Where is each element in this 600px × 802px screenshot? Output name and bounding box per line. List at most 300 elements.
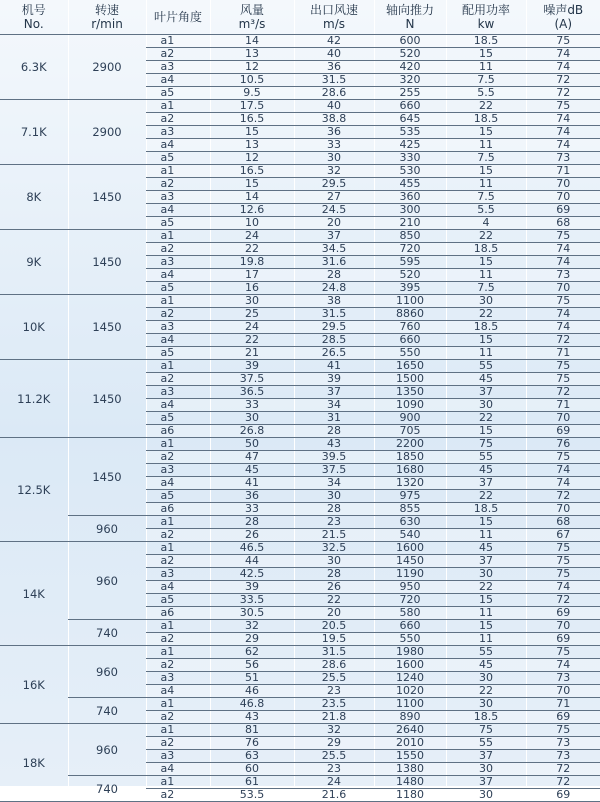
angle-cell: a4 [146, 581, 210, 594]
airflow-cell: 28 [210, 516, 294, 529]
thrust-cell: 720 [374, 594, 446, 607]
noise-cell: 70 [526, 191, 600, 204]
noise-cell: 72 [526, 594, 600, 607]
thrust-cell: 1020 [374, 685, 446, 698]
power-cell: 22 [446, 685, 526, 698]
noise-cell: 74 [526, 48, 600, 61]
outlet-speed-cell: 24.5 [294, 204, 374, 217]
thrust-cell: 1100 [374, 295, 446, 308]
table-header [0, 0, 600, 35]
airflow-cell: 46.8 [210, 698, 294, 711]
airflow-cell: 43 [210, 711, 294, 724]
header-noise: 噪声dB (A) [526, 0, 600, 35]
outlet-speed-cell: 19.5 [294, 633, 374, 646]
table-row [0, 100, 600, 113]
angle-cell: a4 [146, 334, 210, 347]
model-cell: 18K [0, 724, 68, 802]
model-cell: 8K [0, 165, 68, 230]
thrust-cell: 600 [374, 35, 446, 48]
angle-cell: a5 [146, 217, 210, 230]
noise-cell: 70 [526, 178, 600, 191]
header-row [0, 0, 600, 35]
airflow-cell: 81 [210, 724, 294, 737]
noise-cell: 67 [526, 529, 600, 542]
angle-cell: a6 [146, 607, 210, 620]
airflow-cell: 41 [210, 477, 294, 490]
airflow-cell: 32 [210, 620, 294, 633]
noise-cell: 74 [526, 321, 600, 334]
thrust-cell: 1650 [374, 360, 446, 373]
speed-cell: 740 [68, 620, 146, 646]
outlet-speed-cell: 34 [294, 399, 374, 412]
airflow-cell: 26.8 [210, 425, 294, 438]
angle-cell: a3 [146, 191, 210, 204]
power-cell: 30 [446, 672, 526, 685]
power-cell: 18.5 [446, 321, 526, 334]
power-cell: 75 [446, 724, 526, 737]
table-row [0, 35, 600, 48]
airflow-cell: 46.5 [210, 542, 294, 555]
airflow-cell: 21 [210, 347, 294, 360]
header-speed: 转速 r/min [68, 0, 146, 35]
power-cell: 30 [446, 568, 526, 581]
table-row [0, 165, 600, 178]
noise-cell: 75 [526, 646, 600, 659]
speed-cell: 960 [68, 724, 146, 776]
airflow-cell: 39 [210, 360, 294, 373]
thrust-cell: 1680 [374, 464, 446, 477]
angle-cell: a1 [146, 438, 210, 451]
thrust-cell: 520 [374, 269, 446, 282]
airflow-cell: 47 [210, 451, 294, 464]
power-cell: 37 [446, 555, 526, 568]
thrust-cell: 210 [374, 217, 446, 230]
outlet-speed-cell: 23.5 [294, 698, 374, 711]
airflow-cell: 30 [210, 295, 294, 308]
angle-cell: a2 [146, 451, 210, 464]
angle-cell: a2 [146, 373, 210, 386]
outlet-speed-cell: 31.5 [294, 308, 374, 321]
power-cell: 5.5 [446, 204, 526, 217]
airflow-cell: 10.5 [210, 74, 294, 87]
outlet-speed-cell: 31 [294, 412, 374, 425]
outlet-speed-cell: 23 [294, 763, 374, 776]
outlet-speed-cell: 36 [294, 61, 374, 74]
table-row [0, 776, 600, 789]
header-model: 机号 No. [0, 0, 68, 35]
thrust-cell: 1180 [374, 789, 446, 802]
power-cell: 75 [446, 438, 526, 451]
table-row [0, 438, 600, 451]
angle-cell: a1 [146, 646, 210, 659]
noise-cell: 69 [526, 711, 600, 724]
outlet-speed-cell: 26 [294, 581, 374, 594]
power-cell: 11 [446, 633, 526, 646]
power-cell: 22 [446, 412, 526, 425]
noise-cell: 75 [526, 542, 600, 555]
outlet-speed-cell: 38 [294, 295, 374, 308]
outlet-speed-cell: 40 [294, 100, 374, 113]
thrust-cell: 2640 [374, 724, 446, 737]
thrust-cell: 550 [374, 633, 446, 646]
airflow-cell: 13 [210, 48, 294, 61]
speed-cell: 2900 [68, 35, 146, 100]
speed-cell: 2900 [68, 100, 146, 165]
thrust-cell: 660 [374, 620, 446, 633]
noise-cell: 74 [526, 126, 600, 139]
power-cell: 15 [446, 516, 526, 529]
airflow-cell: 30.5 [210, 607, 294, 620]
outlet-speed-cell: 29.5 [294, 178, 374, 191]
outlet-speed-cell: 25.5 [294, 672, 374, 685]
airflow-cell: 44 [210, 555, 294, 568]
noise-cell: 73 [526, 152, 600, 165]
thrust-cell: 1480 [374, 776, 446, 789]
power-cell: 37 [446, 750, 526, 763]
power-cell: 37 [446, 776, 526, 789]
thrust-cell: 1550 [374, 750, 446, 763]
power-cell: 7.5 [446, 152, 526, 165]
angle-cell: a1 [146, 620, 210, 633]
airflow-cell: 60 [210, 763, 294, 776]
outlet-speed-cell: 28.6 [294, 87, 374, 100]
airflow-cell: 45 [210, 464, 294, 477]
outlet-speed-cell: 37 [294, 230, 374, 243]
thrust-cell: 900 [374, 412, 446, 425]
speed-cell: 740 [68, 776, 146, 802]
power-cell: 15 [446, 126, 526, 139]
noise-cell: 74 [526, 308, 600, 321]
header-outlet-speed: 出口风速 m/s [294, 0, 374, 35]
noise-cell: 73 [526, 750, 600, 763]
noise-cell: 75 [526, 568, 600, 581]
noise-cell: 72 [526, 87, 600, 100]
airflow-cell: 39 [210, 581, 294, 594]
power-cell: 45 [446, 373, 526, 386]
airflow-cell: 63 [210, 750, 294, 763]
thrust-cell: 1600 [374, 542, 446, 555]
power-cell: 30 [446, 763, 526, 776]
thrust-cell: 425 [374, 139, 446, 152]
power-cell: 45 [446, 659, 526, 672]
noise-cell: 70 [526, 503, 600, 516]
power-cell: 15 [446, 48, 526, 61]
outlet-speed-cell: 41 [294, 360, 374, 373]
noise-cell: 70 [526, 620, 600, 633]
speed-cell: 1450 [68, 295, 146, 360]
outlet-speed-cell: 34 [294, 477, 374, 490]
table-row [0, 516, 600, 529]
table-row [0, 230, 600, 243]
angle-cell: a2 [146, 789, 210, 802]
power-cell: 11 [446, 178, 526, 191]
noise-cell: 69 [526, 425, 600, 438]
thrust-cell: 705 [374, 425, 446, 438]
power-cell: 15 [446, 334, 526, 347]
outlet-speed-cell: 20 [294, 217, 374, 230]
airflow-cell: 19.8 [210, 256, 294, 269]
angle-cell: a2 [146, 48, 210, 61]
airflow-cell: 42.5 [210, 568, 294, 581]
outlet-speed-cell: 24 [294, 776, 374, 789]
thrust-cell: 300 [374, 204, 446, 217]
angle-cell: a1 [146, 542, 210, 555]
outlet-speed-cell: 39 [294, 373, 374, 386]
noise-cell: 71 [526, 698, 600, 711]
noise-cell: 72 [526, 386, 600, 399]
angle-cell: a2 [146, 178, 210, 191]
outlet-speed-cell: 39.5 [294, 451, 374, 464]
airflow-cell: 30 [210, 412, 294, 425]
angle-cell: a3 [146, 568, 210, 581]
power-cell: 18.5 [446, 35, 526, 48]
table-row [0, 295, 600, 308]
power-cell: 18.5 [446, 711, 526, 724]
airflow-cell: 37.5 [210, 373, 294, 386]
noise-cell: 71 [526, 165, 600, 178]
noise-cell: 74 [526, 139, 600, 152]
airflow-cell: 15 [210, 178, 294, 191]
airflow-cell: 29 [210, 633, 294, 646]
thrust-cell: 1850 [374, 451, 446, 464]
thrust-cell: 1090 [374, 399, 446, 412]
noise-cell: 75 [526, 360, 600, 373]
angle-cell: a5 [146, 152, 210, 165]
thrust-cell: 1500 [374, 373, 446, 386]
table-body [0, 35, 600, 802]
thrust-cell: 8860 [374, 308, 446, 321]
airflow-cell: 36.5 [210, 386, 294, 399]
airflow-cell: 22 [210, 334, 294, 347]
angle-cell: a6 [146, 503, 210, 516]
angle-cell: a5 [146, 412, 210, 425]
outlet-speed-cell: 40 [294, 48, 374, 61]
power-cell: 30 [446, 399, 526, 412]
thrust-cell: 855 [374, 503, 446, 516]
thrust-cell: 760 [374, 321, 446, 334]
power-cell: 15 [446, 620, 526, 633]
angle-cell: a1 [146, 516, 210, 529]
model-cell: 12.5K [0, 438, 68, 542]
thrust-cell: 395 [374, 282, 446, 295]
model-cell: 11.2K [0, 360, 68, 438]
thrust-cell: 550 [374, 347, 446, 360]
angle-cell: a3 [146, 464, 210, 477]
speed-cell: 960 [68, 646, 146, 698]
airflow-cell: 24 [210, 321, 294, 334]
airflow-cell: 12 [210, 152, 294, 165]
power-cell: 55 [446, 451, 526, 464]
outlet-speed-cell: 38.8 [294, 113, 374, 126]
power-cell: 11 [446, 269, 526, 282]
noise-cell: 69 [526, 633, 600, 646]
model-cell: 6.3K [0, 35, 68, 100]
thrust-cell: 540 [374, 529, 446, 542]
noise-cell: 69 [526, 607, 600, 620]
thrust-cell: 2200 [374, 438, 446, 451]
thrust-cell: 360 [374, 191, 446, 204]
noise-cell: 71 [526, 347, 600, 360]
angle-cell: a5 [146, 282, 210, 295]
noise-cell: 70 [526, 282, 600, 295]
thrust-cell: 595 [374, 256, 446, 269]
outlet-speed-cell: 43 [294, 438, 374, 451]
model-cell: 16K [0, 646, 68, 724]
thrust-cell: 320 [374, 74, 446, 87]
angle-cell: a2 [146, 113, 210, 126]
speed-cell: 1450 [68, 360, 146, 438]
table-row [0, 724, 600, 737]
noise-cell: 69 [526, 204, 600, 217]
airflow-cell: 22 [210, 243, 294, 256]
outlet-speed-cell: 27 [294, 191, 374, 204]
power-cell: 4 [446, 217, 526, 230]
power-cell: 18.5 [446, 243, 526, 256]
airflow-cell: 36 [210, 490, 294, 503]
noise-cell: 72 [526, 490, 600, 503]
power-cell: 15 [446, 165, 526, 178]
angle-cell: a5 [146, 594, 210, 607]
angle-cell: a4 [146, 399, 210, 412]
thrust-cell: 255 [374, 87, 446, 100]
thrust-cell: 520 [374, 48, 446, 61]
thrust-cell: 580 [374, 607, 446, 620]
noise-cell: 75 [526, 230, 600, 243]
power-cell: 15 [446, 594, 526, 607]
model-cell: 14K [0, 542, 68, 646]
thrust-cell: 1240 [374, 672, 446, 685]
airflow-cell: 16.5 [210, 113, 294, 126]
thrust-cell: 530 [374, 165, 446, 178]
outlet-speed-cell: 25.5 [294, 750, 374, 763]
airflow-cell: 33 [210, 503, 294, 516]
airflow-cell: 25 [210, 308, 294, 321]
airflow-cell: 17 [210, 269, 294, 282]
thrust-cell: 1980 [374, 646, 446, 659]
angle-cell: a1 [146, 230, 210, 243]
outlet-speed-cell: 32.5 [294, 542, 374, 555]
speed-cell: 960 [68, 542, 146, 620]
angle-cell: a1 [146, 100, 210, 113]
angle-cell: a1 [146, 698, 210, 711]
angle-cell: a4 [146, 139, 210, 152]
power-cell: 30 [446, 698, 526, 711]
outlet-speed-cell: 20 [294, 607, 374, 620]
angle-cell: a3 [146, 256, 210, 269]
speed-cell: 1450 [68, 165, 146, 230]
power-cell: 7.5 [446, 74, 526, 87]
power-cell: 30 [446, 295, 526, 308]
noise-cell: 74 [526, 113, 600, 126]
angle-cell: a2 [146, 243, 210, 256]
outlet-speed-cell: 31.5 [294, 646, 374, 659]
outlet-speed-cell: 29.5 [294, 321, 374, 334]
thrust-cell: 1450 [374, 555, 446, 568]
thrust-cell: 850 [374, 230, 446, 243]
airflow-cell: 14 [210, 35, 294, 48]
noise-cell: 68 [526, 217, 600, 230]
power-cell: 15 [446, 256, 526, 269]
angle-cell: a3 [146, 672, 210, 685]
airflow-cell: 14 [210, 191, 294, 204]
speed-cell: 740 [68, 698, 146, 724]
table-row [0, 646, 600, 659]
power-cell: 22 [446, 230, 526, 243]
airflow-cell: 61 [210, 776, 294, 789]
noise-cell: 74 [526, 659, 600, 672]
angle-cell: a4 [146, 763, 210, 776]
thrust-cell: 455 [374, 178, 446, 191]
angle-cell: a4 [146, 477, 210, 490]
header-airflow: 风量 m³/s [210, 0, 294, 35]
header-thrust: 轴向推力 N [374, 0, 446, 35]
noise-cell: 73 [526, 269, 600, 282]
power-cell: 45 [446, 542, 526, 555]
outlet-speed-cell: 31.6 [294, 256, 374, 269]
noise-cell: 75 [526, 555, 600, 568]
airflow-cell: 26 [210, 529, 294, 542]
angle-cell: a1 [146, 724, 210, 737]
noise-cell: 74 [526, 61, 600, 74]
outlet-speed-cell: 28 [294, 568, 374, 581]
speed-cell: 1450 [68, 230, 146, 295]
airflow-cell: 15 [210, 126, 294, 139]
outlet-speed-cell: 37.5 [294, 464, 374, 477]
thrust-cell: 1190 [374, 568, 446, 581]
noise-cell: 73 [526, 737, 600, 750]
noise-cell: 74 [526, 243, 600, 256]
airflow-cell: 13 [210, 139, 294, 152]
power-cell: 7.5 [446, 191, 526, 204]
power-cell: 11 [446, 347, 526, 360]
airflow-cell: 50 [210, 438, 294, 451]
airflow-cell: 33.5 [210, 594, 294, 607]
noise-cell: 75 [526, 373, 600, 386]
header-power: 配用功率 kw [446, 0, 526, 35]
header-angle: 叶片角度 [146, 0, 210, 35]
angle-cell: a1 [146, 776, 210, 789]
noise-cell: 72 [526, 763, 600, 776]
airflow-cell: 33 [210, 399, 294, 412]
power-cell: 15 [446, 425, 526, 438]
thrust-cell: 1100 [374, 698, 446, 711]
power-cell: 11 [446, 139, 526, 152]
outlet-speed-cell: 28 [294, 425, 374, 438]
angle-cell: a1 [146, 360, 210, 373]
noise-cell: 76 [526, 438, 600, 451]
speed-cell: 1450 [68, 438, 146, 516]
power-cell: 11 [446, 607, 526, 620]
outlet-speed-cell: 26.5 [294, 347, 374, 360]
noise-cell: 75 [526, 35, 600, 48]
power-cell: 11 [446, 61, 526, 74]
outlet-speed-cell: 32 [294, 165, 374, 178]
power-cell: 22 [446, 100, 526, 113]
table-row [0, 542, 600, 555]
outlet-speed-cell: 23 [294, 516, 374, 529]
angle-cell: a4 [146, 269, 210, 282]
power-cell: 55 [446, 360, 526, 373]
angle-cell: a3 [146, 386, 210, 399]
airflow-cell: 16.5 [210, 165, 294, 178]
airflow-cell: 51 [210, 672, 294, 685]
airflow-cell: 24 [210, 230, 294, 243]
thrust-cell: 660 [374, 334, 446, 347]
angle-cell: a4 [146, 685, 210, 698]
noise-cell: 71 [526, 399, 600, 412]
thrust-cell: 645 [374, 113, 446, 126]
outlet-speed-cell: 21.6 [294, 789, 374, 802]
